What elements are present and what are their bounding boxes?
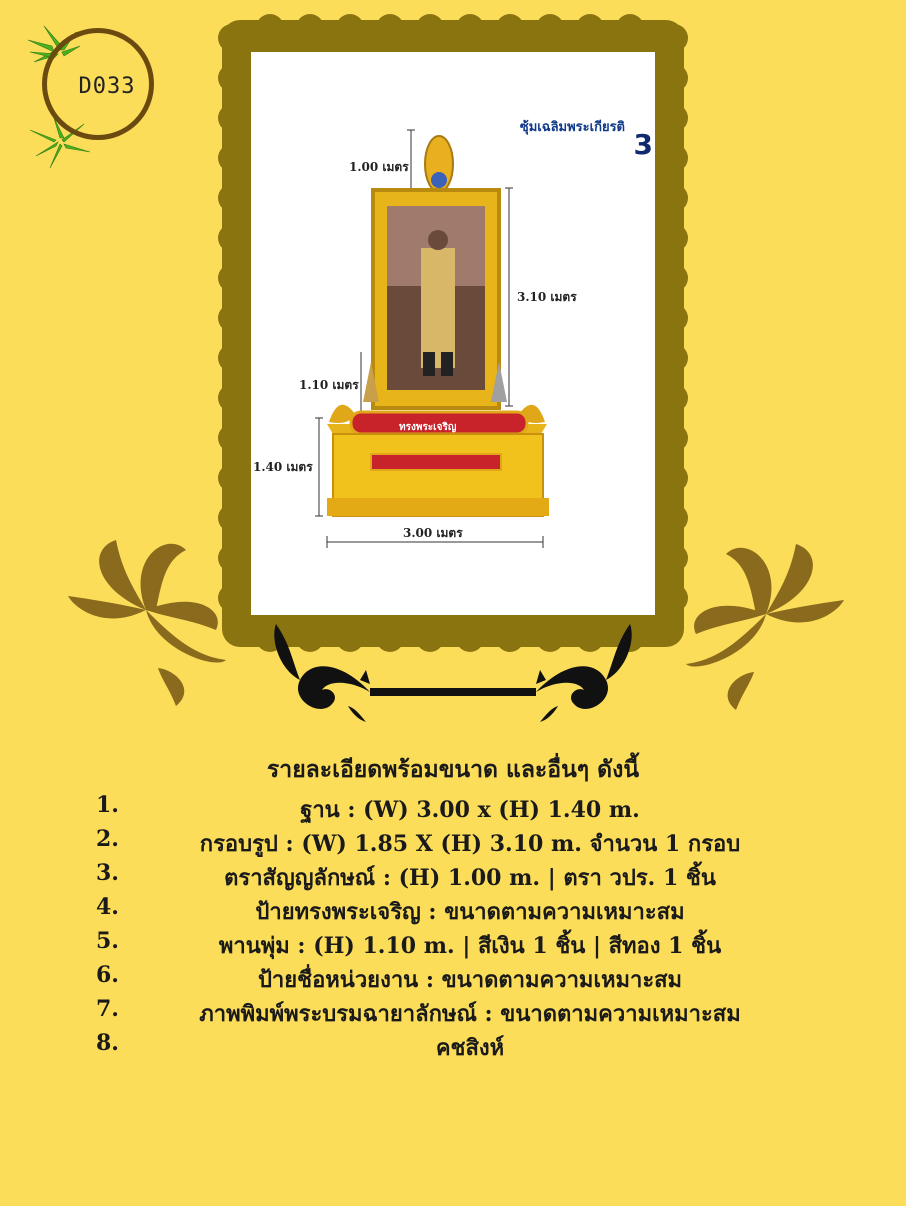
list-item	[0, 1030, 906, 1064]
list-item	[0, 826, 906, 860]
dimension-base-height-label: 1.40 เมตร	[253, 460, 313, 474]
brand-number: 3	[633, 128, 653, 161]
details-section	[0, 752, 906, 1064]
list-item-text: ตราสัญญลักษณ์ : (H) 1.00 m. | ตรา วปร. 1 ชิ้น	[224, 865, 716, 891]
product-code-badge	[24, 22, 164, 162]
brand-label: ซุ้มเฉลิมพระเกียรติ	[519, 120, 625, 135]
details-title: รายละเอียดพร้อมขนาด และอื่นๆ ดังนี้	[266, 756, 640, 783]
dimension-pedestal-side-label: 1.10 เมตร	[299, 378, 359, 392]
dimension-emblem-label: 1.00 เมตร	[349, 160, 409, 174]
list-item-text: กรอบรูป : (W) 1.85 X (H) 3.10 m. จำนวน 1 กรอบ	[199, 831, 741, 857]
left-flower-ornament	[66, 520, 236, 706]
list-item-number: 1.	[96, 792, 119, 818]
list-item-text: พานพุ่ม : (H) 1.10 m. | สีเงิน 1 ชิ้น | สีทอง 1 ชิ้น	[218, 933, 722, 959]
list-item-number: 7.	[96, 996, 119, 1022]
list-item-number: 2.	[96, 826, 119, 852]
list-item-text: ฐาน : (W) 3.00 x (H) 1.40 m.	[300, 797, 640, 823]
list-item	[0, 894, 906, 928]
banner-text: ทรงพระเจริญ	[399, 422, 457, 433]
dimension-base-width-label: 3.00 เมตร	[403, 526, 463, 540]
list-item-number: 8.	[96, 1030, 119, 1056]
list-item	[0, 962, 906, 996]
product-code: D033	[78, 74, 136, 99]
list-item	[0, 928, 906, 962]
right-flower-ornament	[676, 524, 846, 710]
list-item	[0, 996, 906, 1030]
list-item-text: ป้ายชื่อหน่วยงาน : ขนาดตามความเหมาะสม	[257, 967, 683, 993]
list-item	[0, 860, 906, 894]
list-item-text: คชสิงห์	[435, 1035, 505, 1061]
list-item-number: 3.	[96, 860, 119, 886]
list-item-number: 4.	[96, 894, 119, 920]
list-item	[0, 792, 906, 826]
dimension-frame-label: 3.10 เมตร	[517, 290, 577, 304]
list-item-number: 5.	[96, 928, 119, 954]
thai-divider-ornament	[270, 620, 636, 726]
product-photo	[251, 52, 655, 615]
list-item-text: ป้ายทรงพระเจริญ : ขนาดตามความเหมาะสม	[255, 899, 685, 925]
list-item-number: 6.	[96, 962, 119, 988]
list-item-text: ภาพพิมพ์พระบรมฉายาลักษณ์ : ขนาดตามความเหมาะสม	[199, 1001, 741, 1027]
